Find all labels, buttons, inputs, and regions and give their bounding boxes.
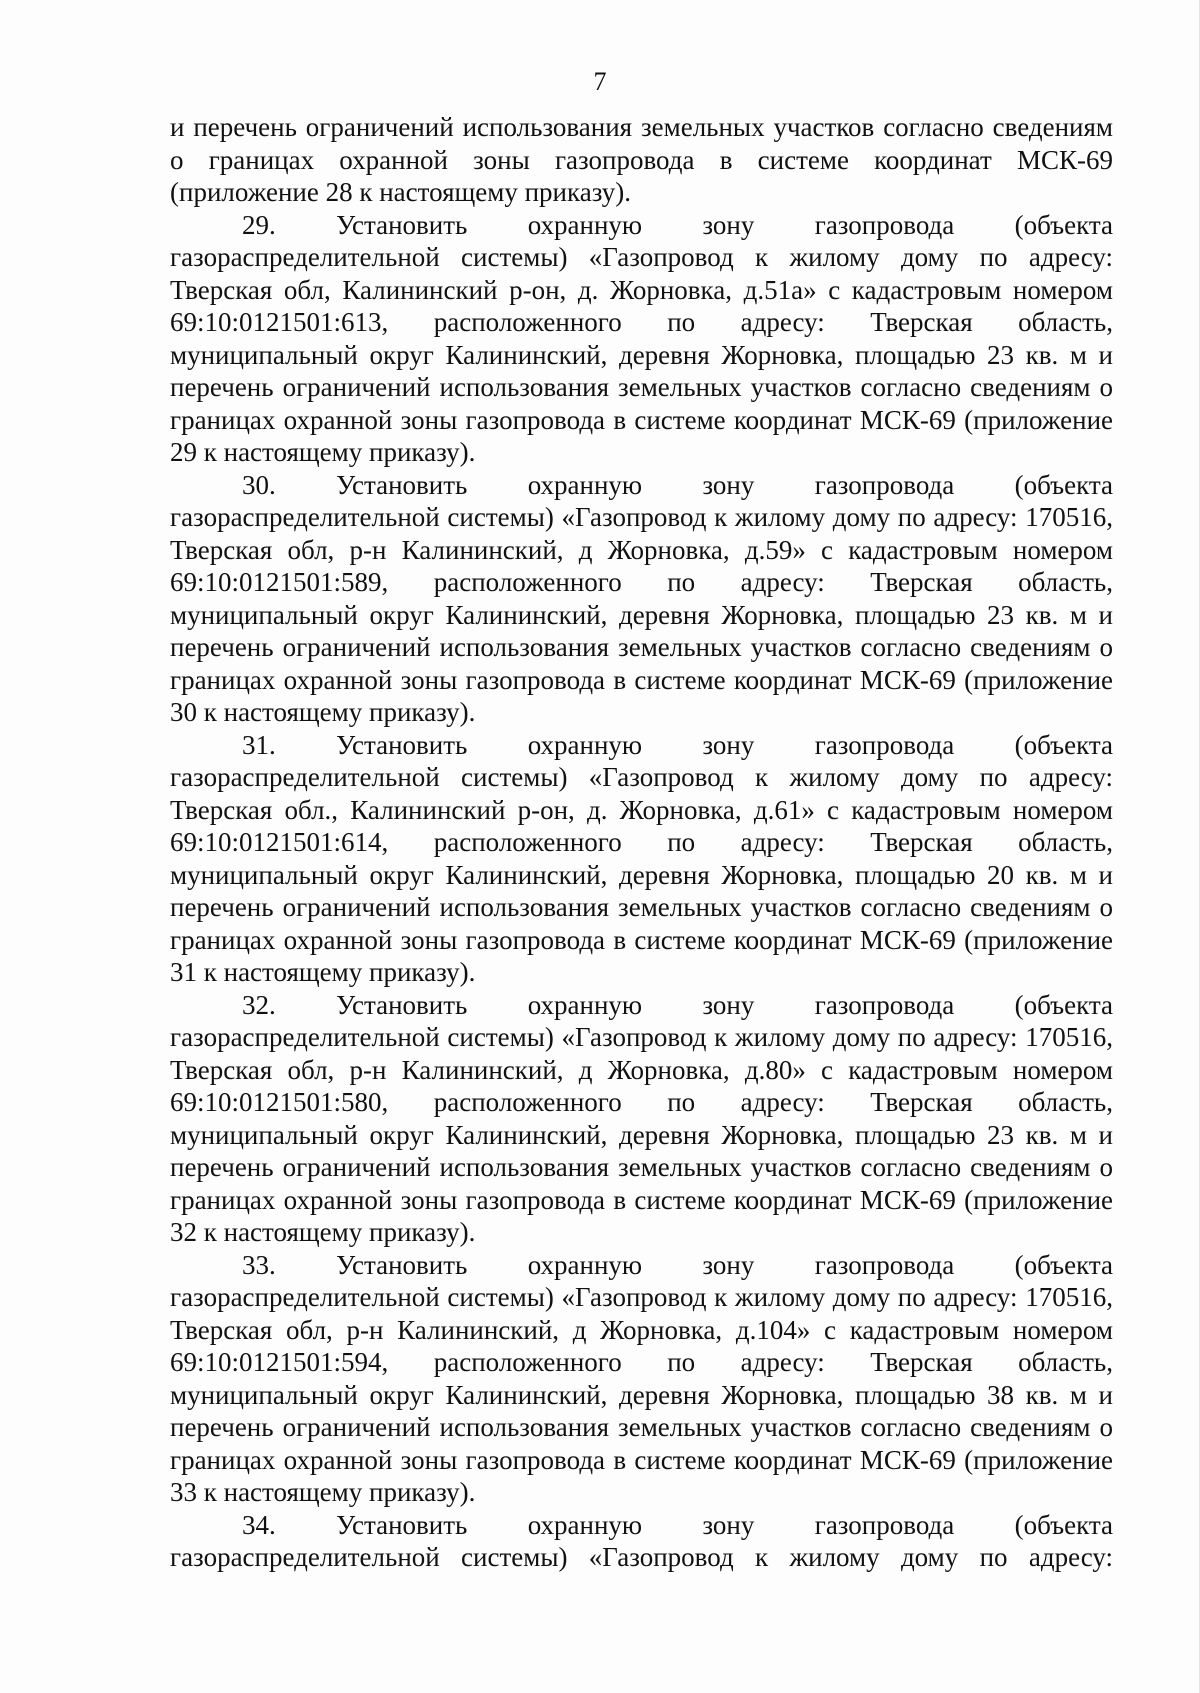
paragraph-continuation: и перечень ограничений использования земельных участков согласно сведениям о границах охранной зоны газопровода в системе координат МСК-69 (приложение 28 к настоящему приказу). [170,112,1113,207]
paragraph-item-31: 31. Установить охранную зону газопровода (объекта газораспределительной системы) «Газопровод к жилому дому по адресу: Тверская обл., Калининский р-он, д. Жорновка, д.61» с кадастровым номером 69:10:0121501:614, расположенного по адресу: Тверская область, муниципальный округ Калининский, деревня Жорновка, площадью 20 кв. м и перечень ограничений использования земельных участков согласно сведениям о границах охранной зоны газопровода в системе координат МСК-69 (приложение 31 к настоящему приказу). [170,729,1113,987]
document-body [170,111,1113,1574]
paragraph-item-33: 33. Установить охранную зону газопровода (объекта газораспределительной системы) «Газопровод к жилому дому по адресу: 170516, Тверская обл, р-н Калининский, д Жорновка, д.104» с кадастровым номером 69:10:0121501:594, расположенного по адресу: Тверская область, муниципальный округ Калининский, деревня Жорновка, площадью 38 кв. м и перечень ограничений использования земельных участков согласно сведениям о границах охранной зоны газопровода в системе координат МСК-69 (приложение 33 к настоящему приказу). [170,1249,1113,1507]
paragraph-item-34: 34. Установить охранную зону газопровода (объекта газораспределительной системы) «Газопровод к жилому дому по адресу: [170,1509,1113,1572]
paragraph-item-32: 32. Установить охранную зону газопровода (объекта газораспределительной системы) «Газопровод к жилому дому по адресу: 170516, Тверская обл, р-н Калининский, д Жорновка, д.80» с кадастровым номером 69:10:0121501:580, расположенного по адресу: Тверская область, муниципальный округ Калининский, деревня Жорновка, площадью 23 кв. м и перечень ограничений использования земельных участков согласно сведениям о границах охранной зоны газопровода в системе координат МСК-69 (приложение 32 к настоящему приказу). [170,989,1113,1247]
page-number: 7 [593,67,607,96]
paragraph-item-29: 29. Установить охранную зону газопровода (объекта газораспределительной системы) «Газопровод к жилому дому по адресу: Тверская обл, Калининский р-он, д. Жорновка, д.51а» с кадастровым номером 69:10:0121501:613, расположенного по адресу: Тверская область, муниципальный округ Калининский, деревня Жорновка, площадью 23 кв. м и перечень ограничений использования земельных участков согласно сведениям о границах охранной зоны газопровода в системе координат МСК-69 (приложение 29 к настоящему приказу). [170,209,1113,467]
paragraph-item-30: 30. Установить охранную зону газопровода (объекта газораспределительной системы) «Газопровод к жилому дому по адресу: 170516, Тверская обл, р-н Калининский, д Жорновка, д.59» с кадастровым номером 69:10:0121501:589, расположенного по адресу: Тверская область, муниципальный округ Калининский, деревня Жорновка, площадью 23 кв. м и перечень ограничений использования земельных участков согласно сведениям о границах охранной зоны газопровода в системе координат МСК-69 (приложение 30 к настоящему приказу). [170,469,1113,727]
